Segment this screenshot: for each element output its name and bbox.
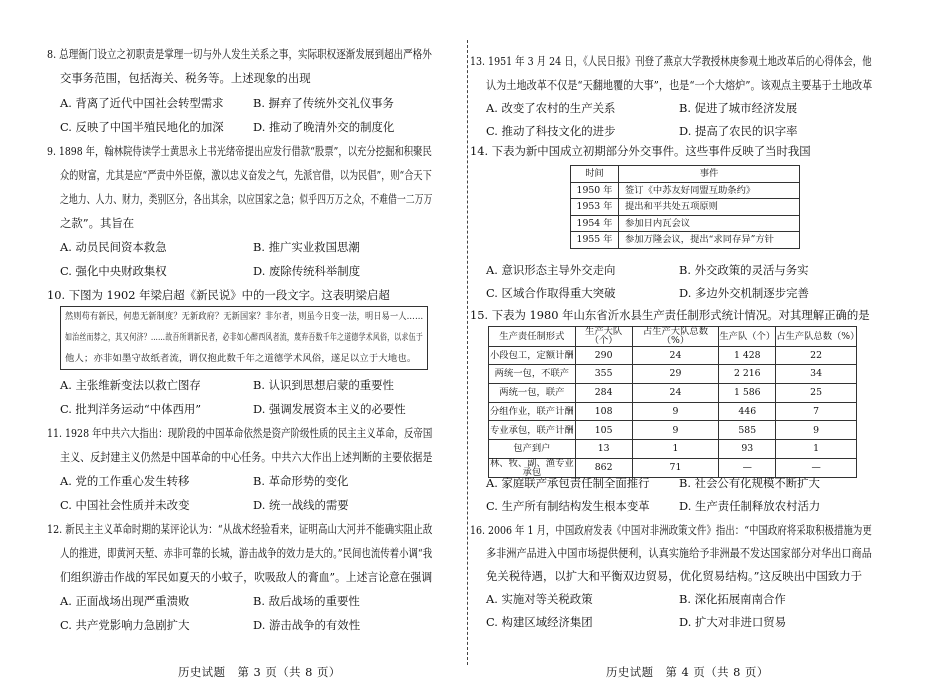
table-cell: 1955 年 [571,232,619,249]
question-text-line: 16. 2006 年 1 月，中国政府发表《中国对非洲政策文件》指出：“中国政府将采取积极措施为更 [470,523,872,537]
table-cell: 290 [575,346,632,365]
option-d[interactable]: D. 扩大对非进口贸易 [679,615,787,629]
table-cell: 1 [776,440,857,459]
question-text-line: 9. 1898 年，翰林院侍读学士黄思永上书光绪帝提出应发行借款“股票”，以充分挖掘和积聚民 [47,144,432,158]
table-header-cell: 生产大队（个） [575,327,632,347]
table-cell: 93 [719,440,776,459]
option-c[interactable]: C. 推动了科技文化的进步 [486,124,616,138]
question-text-line: 主义、反封建主义仍然是中国革命的中心任务。中共六大作出上述判断的主要依据是 [60,450,433,464]
option-c[interactable]: C. 构建区域经济集团 [486,615,593,629]
question-text-line: 8. 总理衙门设立之初职责是掌理一切与外人发生关系之事，实际职权逐渐发展到超出严格外 [47,47,432,61]
table-cell: 1 428 [719,346,776,365]
option-a[interactable]: A. 党的工作重心发生转移 [60,474,190,488]
table-cell: 分组作业，联产计酬 [489,402,576,421]
option-b[interactable]: B. 促进了城市经济发展 [679,101,798,115]
option-d[interactable]: D. 废除传统科举制度 [253,264,361,278]
option-d[interactable]: D. 推动了晚清外交的制度化 [253,120,395,134]
table-cell: 1 [632,440,719,459]
option-c[interactable]: C. 区域合作取得重大突破 [486,286,616,300]
table-cell: 1954 年 [571,215,619,232]
question-text-line: 10. 下图为 1902 年梁启超《新民说》中的一段文字。这表明梁启超 [47,288,390,302]
table-cell: 包产到户 [489,440,576,459]
option-a[interactable]: A. 意识形态主导外交走向 [486,263,616,277]
table-cell: 2 216 [719,365,776,384]
page-footer-right: 历史试题 第 4 页（共 8 页） [606,665,769,679]
table-cell: 9 [632,402,719,421]
table-header-cell: 事件 [619,166,800,183]
question-text-line: 之款”。其旨在 [60,216,135,230]
question-text-line: 交事务范围，包括海关、税务等。上述现象的出现 [60,71,311,85]
option-d[interactable]: D. 统一战线的需要 [253,498,349,512]
quote-line: 如治丝而棼之，其又何济？……故吾所谓新民者，必非如心醉西风者流，蔑弃吾数千年之道德学术风俗，以求伍于 [65,332,423,343]
table-cell: 9 [776,421,857,440]
quote-box [60,306,428,370]
table-header-cell: 生产队（个） [719,327,776,347]
question-text-line: 之地力、人力、财力，类别区分，各出其余，以应国家之急；似乎四万万之众，不难借一二万万 [60,192,433,206]
table-cell: 林、牧、副、渔专业承包 [490,457,574,479]
question-text-line: 认为土地改革不仅是“天翻地覆的大事”，也是“一个大熔炉”。该观点主要基于土地改革 [486,78,873,92]
page-footer-left: 历史试题 第 3 页（共 8 页） [178,665,341,679]
option-a[interactable]: A. 动员民间资本救急 [60,240,167,254]
option-a[interactable]: A. 正面战场出现严重溃败 [60,594,190,608]
option-c[interactable]: C. 强化中央财政集权 [60,264,167,278]
option-a[interactable]: A. 实施对等关税政策 [486,592,593,606]
question-text-line: 12. 新民主主义革命时期的某评论认为：“从战术经验看来，证明高山大河并不能确实阻止敌 [47,522,433,536]
question-text-line: 们组织游击作战的军民如夏天的小蚊子，吹吸敌人的膏血”。上述言论意在强调 [60,570,433,584]
option-b[interactable]: B. 外交政策的灵活与务实 [679,263,809,277]
question-text-line: 13. 1951 年 3 月 24 日，《人民日报》刊登了燕京大学教授林庚参观土地改革后的心得体会，他 [470,54,872,68]
option-b[interactable]: B. 推广实业救国思潮 [253,240,360,254]
table-cell: 两统一包，不联产 [489,365,576,384]
table-cell: 284 [575,383,632,402]
table-cell: 862 [575,458,632,478]
quote-line: 他人；亦非如墨守故纸者流，谓仅抱此数千年之道德学术风俗，遂足以立于大地也。 [65,353,417,364]
table-header-cell: 时间 [571,166,619,183]
table-header-cell: 占生产队总数（%） [776,327,857,347]
question-text-line: 众的财富，尤其是应“严责中外臣僚，激以忠义奋发之气，先派官借，以为民倡”，则“合天下 [60,168,432,182]
question-text-line: 人的推进，即黄河天堑、赤非可靠的长城，游击战争的效力是大的。”民间也流传着小调“我 [60,546,433,560]
table-cell: 参加日内瓦会议 [619,215,800,232]
table-row [489,365,857,384]
table-header-cell: 生产责任制形式 [489,327,576,347]
option-d[interactable]: D. 游击战争的有效性 [253,618,361,632]
table-cell: 1953 年 [571,199,619,216]
option-c[interactable]: C. 生产所有制结构发生根本变革 [486,499,650,513]
table-row [489,383,857,402]
option-c[interactable]: C. 中国社会性质并未改变 [60,498,190,512]
option-c[interactable]: C. 共产党影响力急剧扩大 [60,618,190,632]
option-b[interactable]: B. 摒弃了传统外交礼仪事务 [253,96,394,110]
table-cell: 24 [632,383,719,402]
table-cell: 34 [776,365,857,384]
table-cell: 签订《中苏友好同盟互助条约》 [619,182,800,199]
table-cell: 7 [776,402,857,421]
table-cell: 585 [719,421,776,440]
table-cell: 29 [632,365,719,384]
table-cell: 13 [575,440,632,459]
option-d[interactable]: D. 多边外交机制逐步完善 [679,286,809,300]
table-cell: 446 [719,402,776,421]
table-cell: — [776,458,857,478]
table-row [489,440,857,459]
table-header-cell: 占生产大队总数（%） [632,327,719,347]
option-b[interactable]: B. 深化拓展南南合作 [679,592,786,606]
question-text-line: 11. 1928 年中共六大指出：现阶段的中国革命依然是资产阶级性质的民主主义革命，反帝国 [47,426,433,440]
table-cell: 25 [776,383,857,402]
option-b[interactable]: B. 革命形势的变化 [253,474,349,488]
table-row [571,182,800,199]
table-row [571,215,800,232]
diplomacy-events-table [570,165,800,249]
table-cell: 专业承包，联产计酬 [489,421,576,440]
question-text-line: 15. 下表为 1980 年山东省沂水县生产责任制形式统计情况。对其理解正确的是 [470,308,870,322]
table-cell: — [719,458,776,478]
quote-line: 然则苟有新民，何患无新制度？无新政府？无新国家？非尔者，则虽今日变一法，明日易一人…… [65,311,424,322]
table-cell: 参加万隆会议，提出“求同存异”方针 [619,232,800,249]
table-row [489,346,857,365]
option-d[interactable]: D. 提高了农民的识字率 [679,124,798,138]
table-cell: 105 [575,421,632,440]
option-a[interactable]: A. 改变了农村的生产关系 [486,101,616,115]
question-text-line: 免关税待遇，以扩大和平衡双边贸易，优化贸易结构。”这反映出中国致力于 [486,569,863,583]
question-text-line: 多非洲产品进入中国市场提供便利，认真实施给予非洲最不发达国家部分对华出口商品 [486,546,872,560]
option-c[interactable]: C. 反映了中国半殖民地化的加深 [60,120,224,134]
table-header-row [571,166,800,183]
option-a[interactable]: A. 家庭联产承包责任制全面推行 [486,476,650,490]
table-cell: 71 [632,458,719,478]
table-cell: 22 [776,346,857,365]
question-text-line: 14. 下表为新中国成立初期部分外交事件。这些事件反映了当时我国 [470,144,811,158]
table-cell: 1 586 [719,383,776,402]
table-row [489,421,857,440]
option-a[interactable]: A. 背离了近代中国社会转型需求 [60,96,224,110]
option-d[interactable]: D. 强调发展资本主义的必要性 [253,402,406,416]
table-cell: 108 [575,402,632,421]
table-cell: 355 [575,365,632,384]
table-row [571,199,800,216]
table-header-row [489,327,857,347]
column-divider [467,40,468,665]
option-d[interactable]: D. 生产责任制释放农村活力 [679,499,821,513]
option-a[interactable]: A. 主张维新变法以救亡图存 [60,378,201,392]
table-row [571,232,800,249]
table-row [489,458,857,478]
option-b[interactable]: B. 认识到思想启蒙的重要性 [253,378,394,392]
responsibility-system-table [488,326,860,479]
table-cell: 9 [632,421,719,440]
table-row [489,402,857,421]
table-cell: 1950 年 [571,182,619,199]
option-b[interactable]: B. 敌后战场的重要性 [253,594,360,608]
table-cell: 小段包工，定额计酬 [489,346,576,365]
table-cell: 提出和平共处五项原则 [619,199,800,216]
table-cell: 24 [632,346,719,365]
table-cell: 两统一包，联产 [489,383,576,402]
option-b[interactable]: B. 社会公有化规模不断扩大 [679,476,820,490]
option-c[interactable]: C. 批判洋务运动“中体西用” [60,402,202,416]
